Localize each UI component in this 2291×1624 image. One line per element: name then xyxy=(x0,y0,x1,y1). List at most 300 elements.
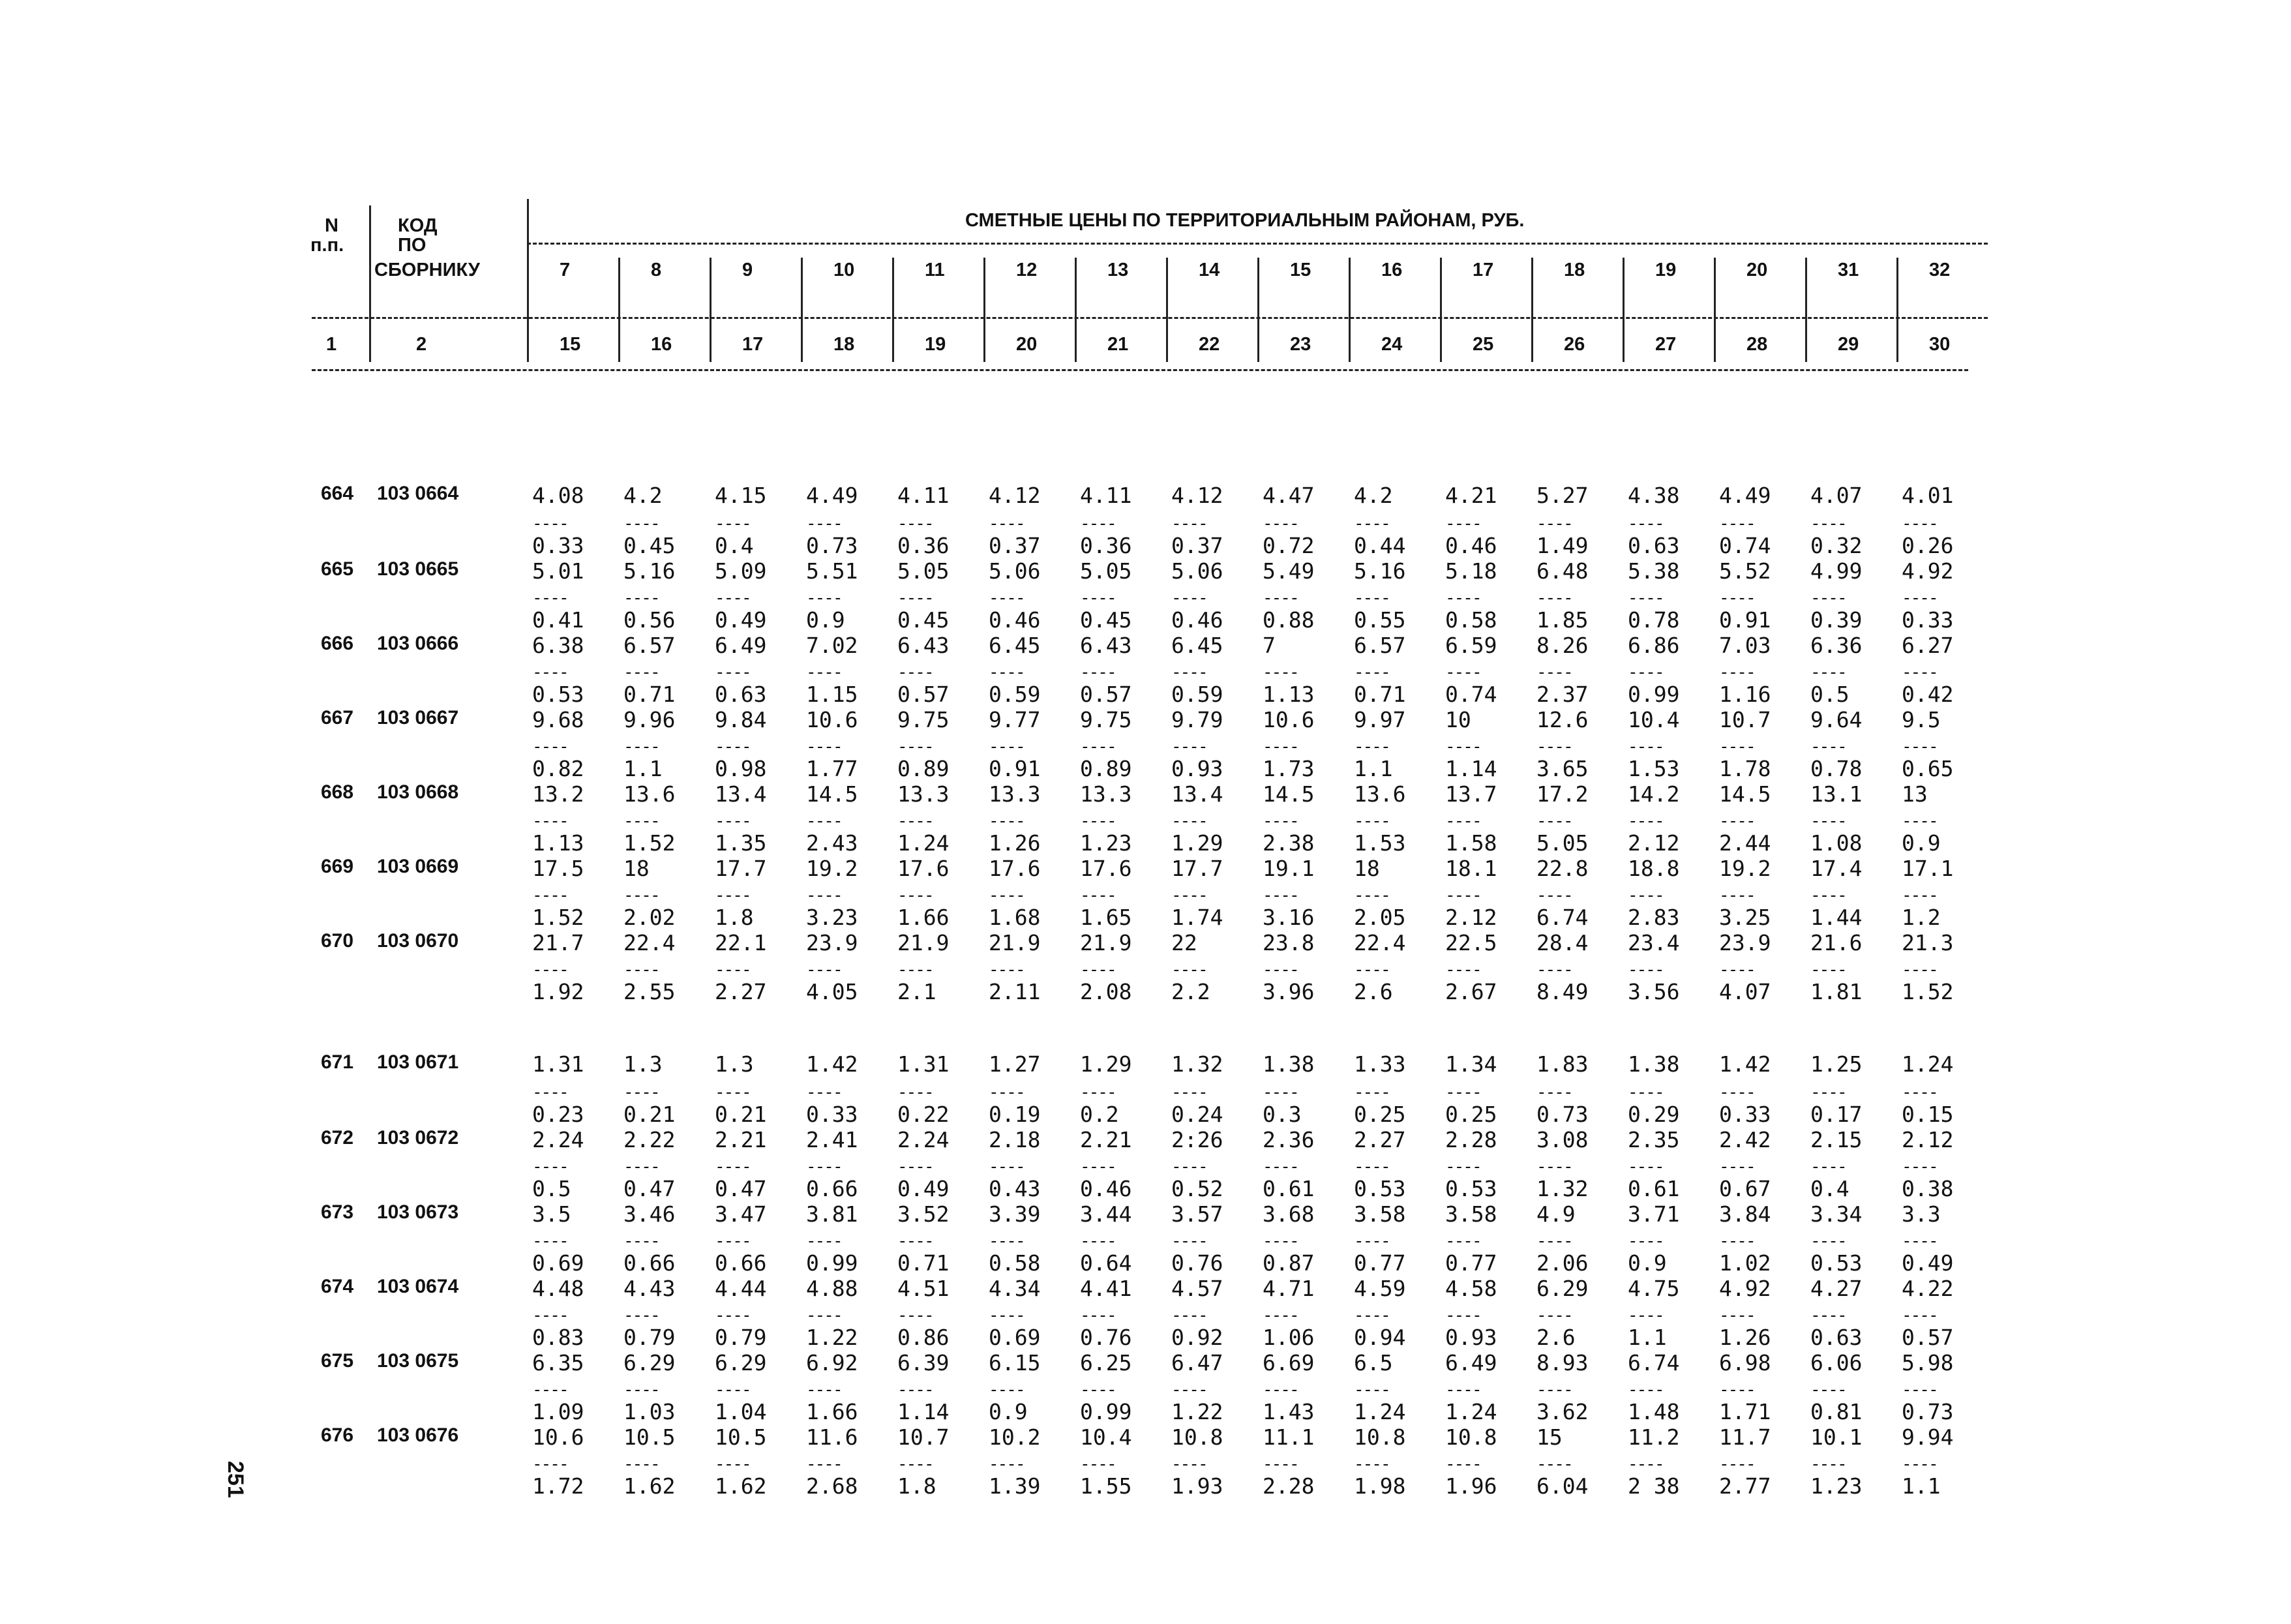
fraction-bar: ---- xyxy=(1719,1454,1755,1474)
price-cell: 10.4 xyxy=(1080,1424,1132,1450)
price-cell: 1.32 xyxy=(1536,1176,1589,1201)
price-cell: 6.49 xyxy=(715,633,767,658)
fraction-bar: ---- xyxy=(1445,514,1481,534)
price-cell: 0.36 xyxy=(1080,533,1132,558)
price-cell: 1.24 xyxy=(1354,1399,1406,1424)
price-cell: 2.55 xyxy=(623,979,676,1004)
price-cell: 1.24 xyxy=(1445,1399,1497,1424)
price-cell: 1.52 xyxy=(1902,979,1954,1004)
price-cell: 21.9 xyxy=(897,930,950,955)
fraction-bar: ---- xyxy=(989,663,1025,682)
fraction-bar: ---- xyxy=(897,1231,933,1251)
price-cell: 7.03 xyxy=(1719,633,1771,658)
price-cell: 4.01 xyxy=(1902,483,1954,508)
price-cell: 9.94 xyxy=(1902,1424,1954,1450)
price-cell: 3.46 xyxy=(623,1201,676,1227)
price-cell: 13.4 xyxy=(1171,781,1223,807)
price-cell: 0.44 xyxy=(1354,533,1406,558)
fraction-bar: ---- xyxy=(1536,1083,1572,1102)
price-cell: 4.12 xyxy=(1171,483,1223,508)
price-cell: 10.6 xyxy=(806,707,858,732)
header-region-11: 11 xyxy=(925,260,945,280)
price-cell: 9.75 xyxy=(1080,707,1132,732)
fraction-bar: ---- xyxy=(1445,1454,1481,1474)
row-code: 103 0672 xyxy=(377,1127,459,1149)
price-cell: 0.25 xyxy=(1445,1102,1497,1127)
fraction-bar: ---- xyxy=(1354,514,1390,534)
price-cell: 10.8 xyxy=(1354,1424,1406,1450)
price-cell: 1.16 xyxy=(1719,682,1771,707)
price-cell: 10.2 xyxy=(989,1424,1041,1450)
header-region-8: 8 xyxy=(651,260,662,280)
fraction-bar: ---- xyxy=(1810,811,1846,831)
price-cell: 0.76 xyxy=(1171,1250,1223,1276)
price-cell: 0.78 xyxy=(1810,756,1863,781)
price-cell: 2.08 xyxy=(1080,979,1132,1004)
price-cell: 17.7 xyxy=(715,856,767,881)
row-number: 664 xyxy=(321,483,354,504)
fraction-bar: ---- xyxy=(989,737,1025,757)
price-cell: 0.79 xyxy=(715,1325,767,1350)
price-cell: 0.47 xyxy=(623,1176,676,1201)
price-cell: 0.91 xyxy=(989,756,1041,781)
fraction-bar: ---- xyxy=(1628,663,1664,682)
price-cell: 0.74 xyxy=(1445,682,1497,707)
header-colnum: 16 xyxy=(651,334,672,355)
price-cell: 0.47 xyxy=(715,1176,767,1201)
price-cell: 10.6 xyxy=(532,1424,584,1450)
fraction-bar: ---- xyxy=(1354,1454,1390,1474)
price-cell: 0.2 xyxy=(1080,1102,1119,1127)
price-cell: 14.2 xyxy=(1628,781,1680,807)
fraction-bar: ---- xyxy=(1810,1083,1846,1102)
price-cell: 1.2 xyxy=(1902,905,1941,930)
header-region-31: 31 xyxy=(1838,260,1859,280)
fraction-bar: ---- xyxy=(1719,960,1755,980)
price-cell: 1.34 xyxy=(1445,1051,1497,1077)
price-cell: 1.71 xyxy=(1719,1399,1771,1424)
price-cell: 0.36 xyxy=(897,533,950,558)
price-cell: 6.45 xyxy=(1171,633,1223,658)
price-cell: 22.4 xyxy=(1354,930,1406,955)
fraction-bar: ---- xyxy=(1445,588,1481,608)
header-colnum: 30 xyxy=(1929,334,1951,355)
fraction-bar: ---- xyxy=(1171,1306,1207,1325)
fraction-bar: ---- xyxy=(1628,737,1664,757)
fraction-bar: ---- xyxy=(532,588,568,608)
header-colnum: 29 xyxy=(1838,334,1859,355)
price-cell: 13.4 xyxy=(715,781,767,807)
price-cell: 15 xyxy=(1536,1424,1563,1450)
price-cell: 0.58 xyxy=(989,1250,1041,1276)
price-cell: 2.11 xyxy=(989,979,1041,1004)
row-code: 103 0667 xyxy=(377,707,459,729)
price-cell: 0.57 xyxy=(897,682,950,707)
header-divider-col xyxy=(1075,258,1077,362)
price-cell: 22.5 xyxy=(1445,930,1497,955)
fraction-bar: ---- xyxy=(1810,737,1846,757)
price-cell: 13.3 xyxy=(989,781,1041,807)
price-cell: 1.1 xyxy=(623,756,663,781)
price-cell: 13.6 xyxy=(623,781,676,807)
price-cell: 6.48 xyxy=(1536,558,1589,584)
price-cell: 0.5 xyxy=(532,1176,571,1201)
price-cell: 6.98 xyxy=(1719,1350,1771,1376)
price-cell: 1.81 xyxy=(1810,979,1863,1004)
price-cell: 0.46 xyxy=(989,607,1041,633)
price-cell: 0.17 xyxy=(1810,1102,1863,1127)
price-cell: 10.7 xyxy=(1719,707,1771,732)
price-cell: 5.18 xyxy=(1445,558,1497,584)
fraction-bar: ---- xyxy=(715,1231,751,1251)
price-cell: 4.11 xyxy=(897,483,950,508)
header-divider-col xyxy=(892,258,894,362)
price-cell: 0.73 xyxy=(1536,1102,1589,1127)
price-cell: 1.38 xyxy=(1263,1051,1315,1077)
header-po: ПО xyxy=(398,235,427,256)
fraction-bar: ---- xyxy=(1080,1454,1116,1474)
price-cell: 3.65 xyxy=(1536,756,1589,781)
price-cell: 1.29 xyxy=(1080,1051,1132,1077)
header-divider-col xyxy=(1440,258,1442,362)
price-cell: 1.52 xyxy=(623,830,676,856)
header-colnum: 25 xyxy=(1473,334,1494,355)
price-cell: 6.57 xyxy=(1354,633,1406,658)
fraction-bar: ---- xyxy=(897,514,933,534)
price-cell: 5.27 xyxy=(1536,483,1589,508)
price-cell: 10.7 xyxy=(897,1424,950,1450)
header-divider-col xyxy=(1166,258,1168,362)
price-cell: 3.08 xyxy=(1536,1127,1589,1152)
header-region-15: 15 xyxy=(1290,260,1311,280)
price-cell: 2.43 xyxy=(806,830,858,856)
price-cell: 4.08 xyxy=(532,483,584,508)
price-cell: 6.04 xyxy=(1536,1473,1589,1499)
header-colnum: 24 xyxy=(1381,334,1403,355)
row-number: 671 xyxy=(321,1051,354,1073)
price-cell: 6.49 xyxy=(1445,1350,1497,1376)
price-cell: 0.26 xyxy=(1902,533,1954,558)
fraction-bar: ---- xyxy=(989,588,1025,608)
fraction-bar: ---- xyxy=(715,886,751,905)
price-cell: 0.49 xyxy=(1902,1250,1954,1276)
price-cell: 12.6 xyxy=(1536,707,1589,732)
price-cell: 9.97 xyxy=(1354,707,1406,732)
fraction-bar: ---- xyxy=(806,1380,842,1400)
price-cell: 9.75 xyxy=(897,707,950,732)
fraction-bar: ---- xyxy=(806,1306,842,1325)
price-cell: 1.42 xyxy=(1719,1051,1771,1077)
price-cell: 2.6 xyxy=(1536,1325,1576,1350)
price-cell: 4.88 xyxy=(806,1276,858,1301)
fraction-bar: ---- xyxy=(623,514,659,534)
price-cell: 2.1 xyxy=(897,979,936,1004)
price-cell: 0.66 xyxy=(715,1250,767,1276)
fraction-bar: ---- xyxy=(623,1380,659,1400)
price-cell: 19.1 xyxy=(1263,856,1315,881)
price-cell: 0.99 xyxy=(806,1250,858,1276)
fraction-bar: ---- xyxy=(806,960,842,980)
price-cell: 0.81 xyxy=(1810,1399,1863,1424)
header-divider-col xyxy=(1805,258,1807,362)
header-rule-mid xyxy=(312,317,1988,319)
fraction-bar: ---- xyxy=(897,588,933,608)
fraction-bar: ---- xyxy=(1080,1157,1116,1177)
fraction-bar: ---- xyxy=(715,1380,751,1400)
price-cell: 5.06 xyxy=(1171,558,1223,584)
price-cell: 1.06 xyxy=(1263,1325,1315,1350)
fraction-bar: ---- xyxy=(1810,1231,1846,1251)
price-cell: 6.25 xyxy=(1080,1350,1132,1376)
price-cell: 4.07 xyxy=(1810,483,1863,508)
fraction-bar: ---- xyxy=(989,1231,1025,1251)
price-cell: 3.5 xyxy=(532,1201,571,1227)
price-cell: 6.57 xyxy=(623,633,676,658)
fraction-bar: ---- xyxy=(1445,1306,1481,1325)
fraction-bar: ---- xyxy=(715,1157,751,1177)
price-cell: 23.9 xyxy=(1719,930,1771,955)
fraction-bar: ---- xyxy=(1628,588,1664,608)
price-cell: 0.98 xyxy=(715,756,767,781)
price-cell: 6.43 xyxy=(1080,633,1132,658)
price-cell: 1.04 xyxy=(715,1399,767,1424)
price-cell: 0.87 xyxy=(1263,1250,1315,1276)
price-cell: 0.61 xyxy=(1628,1176,1680,1201)
fraction-bar: ---- xyxy=(1719,1083,1755,1102)
fraction-bar: ---- xyxy=(532,886,568,905)
header-pp: п.п. xyxy=(310,235,344,256)
fraction-bar: ---- xyxy=(1171,663,1207,682)
fraction-bar: ---- xyxy=(1080,588,1116,608)
price-cell: 0.33 xyxy=(1902,607,1954,633)
fraction-bar: ---- xyxy=(532,960,568,980)
price-cell: 1.65 xyxy=(1080,905,1132,930)
price-cell: 18.1 xyxy=(1445,856,1497,881)
price-cell: 10.1 xyxy=(1810,1424,1863,1450)
price-cell: 4.41 xyxy=(1080,1276,1132,1301)
fraction-bar: ---- xyxy=(1354,1157,1390,1177)
fraction-bar: ---- xyxy=(623,1231,659,1251)
price-cell: 4.38 xyxy=(1628,483,1680,508)
fraction-bar: ---- xyxy=(1902,588,1938,608)
fraction-bar: ---- xyxy=(1080,886,1116,905)
fraction-bar: ---- xyxy=(1628,1454,1664,1474)
fraction-bar: ---- xyxy=(623,663,659,682)
price-cell: 13.7 xyxy=(1445,781,1497,807)
price-cell: 0.56 xyxy=(623,607,676,633)
price-cell: 0.58 xyxy=(1445,607,1497,633)
price-cell: 1.1 xyxy=(1902,1473,1941,1499)
price-cell: 1.1 xyxy=(1628,1325,1667,1350)
price-cell: 13.6 xyxy=(1354,781,1406,807)
header-colnum: 28 xyxy=(1746,334,1768,355)
price-cell: 0.74 xyxy=(1719,533,1771,558)
price-cell: 13.3 xyxy=(897,781,950,807)
fraction-bar: ---- xyxy=(1171,737,1207,757)
fraction-bar: ---- xyxy=(1628,1083,1664,1102)
fraction-bar: ---- xyxy=(623,960,659,980)
price-cell: 1.77 xyxy=(806,756,858,781)
fraction-bar: ---- xyxy=(1536,1454,1572,1474)
fraction-bar: ---- xyxy=(623,1306,659,1325)
price-cell: 1.85 xyxy=(1536,607,1589,633)
price-cell: 5.16 xyxy=(1354,558,1406,584)
price-cell: 0.57 xyxy=(1902,1325,1954,1350)
header-colnum-2: 2 xyxy=(416,334,427,355)
price-cell: 2.41 xyxy=(806,1127,858,1152)
fraction-bar: ---- xyxy=(1263,1306,1298,1325)
fraction-bar: ---- xyxy=(1445,1157,1481,1177)
price-cell: 1.62 xyxy=(623,1473,676,1499)
price-cell: 0.93 xyxy=(1171,756,1223,781)
price-cell: 14.5 xyxy=(806,781,858,807)
price-cell: 0.9 xyxy=(1902,830,1941,856)
price-cell: 18 xyxy=(623,856,650,881)
price-cell: 0.83 xyxy=(532,1325,584,1350)
row-number: 672 xyxy=(321,1127,354,1149)
row-code: 103 0666 xyxy=(377,633,459,654)
fraction-bar: ---- xyxy=(897,960,933,980)
row-code: 103 0665 xyxy=(377,558,459,580)
price-cell: 0.21 xyxy=(715,1102,767,1127)
price-cell: 6.39 xyxy=(897,1350,950,1376)
fraction-bar: ---- xyxy=(806,1231,842,1251)
price-cell: 10 xyxy=(1445,707,1471,732)
price-cell: 2.42 xyxy=(1719,1127,1771,1152)
price-cell: 1.74 xyxy=(1171,905,1223,930)
fraction-bar: ---- xyxy=(1902,737,1938,757)
fraction-bar: ---- xyxy=(1536,1157,1572,1177)
fraction-bar: ---- xyxy=(806,886,842,905)
price-cell: 0.63 xyxy=(1810,1325,1863,1350)
price-cell: 18.8 xyxy=(1628,856,1680,881)
price-cell: 6.69 xyxy=(1263,1350,1315,1376)
row-code: 103 0674 xyxy=(377,1276,459,1297)
fraction-bar: ---- xyxy=(532,1306,568,1325)
fraction-bar: ---- xyxy=(1354,1380,1390,1400)
fraction-bar: ---- xyxy=(1719,886,1755,905)
header-region-16: 16 xyxy=(1381,260,1403,280)
price-cell: 0.39 xyxy=(1810,607,1863,633)
header-colnum: 21 xyxy=(1107,334,1129,355)
fraction-bar: ---- xyxy=(715,811,751,831)
header-divider-col xyxy=(801,258,803,362)
price-cell: 2.27 xyxy=(1354,1127,1406,1152)
header-region-18: 18 xyxy=(1564,260,1585,280)
row-code: 103 0668 xyxy=(377,781,459,803)
price-cell: 1.33 xyxy=(1354,1051,1406,1077)
price-cell: 3.57 xyxy=(1171,1201,1223,1227)
header-region-19: 19 xyxy=(1655,260,1677,280)
price-cell: 0.73 xyxy=(806,533,858,558)
fraction-bar: ---- xyxy=(989,1083,1025,1102)
price-cell: 2.44 xyxy=(1719,830,1771,856)
price-cell: 1.27 xyxy=(989,1051,1041,1077)
fraction-bar: ---- xyxy=(1810,886,1846,905)
price-cell: 1.13 xyxy=(532,830,584,856)
price-cell: 2.18 xyxy=(989,1127,1041,1152)
price-cell: 0.78 xyxy=(1628,607,1680,633)
price-cell: 11.1 xyxy=(1263,1424,1315,1450)
fraction-bar: ---- xyxy=(1719,514,1755,534)
fraction-bar: ---- xyxy=(1080,960,1116,980)
price-cell: 13.2 xyxy=(532,781,584,807)
price-cell: 6.59 xyxy=(1445,633,1497,658)
fraction-bar: ---- xyxy=(989,1157,1025,1177)
price-cell: 7.02 xyxy=(806,633,858,658)
price-cell: 4.43 xyxy=(623,1276,676,1301)
fraction-bar: ---- xyxy=(1263,663,1298,682)
price-cell: 0.82 xyxy=(532,756,584,781)
price-cell: 4.07 xyxy=(1719,979,1771,1004)
price-cell: 1.43 xyxy=(1263,1399,1315,1424)
price-cell: 4.49 xyxy=(1719,483,1771,508)
fraction-bar: ---- xyxy=(1354,1231,1390,1251)
price-cell: 9.96 xyxy=(623,707,676,732)
fraction-bar: ---- xyxy=(806,588,842,608)
price-cell: 1.14 xyxy=(1445,756,1497,781)
row-number: 676 xyxy=(321,1424,354,1446)
fraction-bar: ---- xyxy=(1354,886,1390,905)
fraction-bar: ---- xyxy=(897,811,933,831)
fraction-bar: ---- xyxy=(989,886,1025,905)
fraction-bar: ---- xyxy=(623,1083,659,1102)
fraction-bar: ---- xyxy=(715,960,751,980)
price-cell: 0.9 xyxy=(1628,1250,1667,1276)
price-cell: 1.48 xyxy=(1628,1399,1680,1424)
price-cell: 17.7 xyxy=(1171,856,1223,881)
header-colnum: 18 xyxy=(833,334,855,355)
price-cell: 0.94 xyxy=(1354,1325,1406,1350)
fraction-bar: ---- xyxy=(1536,811,1572,831)
fraction-bar: ---- xyxy=(1263,737,1298,757)
price-cell: 1.83 xyxy=(1536,1051,1589,1077)
price-cell: 0.53 xyxy=(532,682,584,707)
fraction-bar: ---- xyxy=(532,1083,568,1102)
header-divider-col xyxy=(710,258,711,362)
price-cell: 2.28 xyxy=(1445,1127,1497,1152)
price-cell: 1.73 xyxy=(1263,756,1315,781)
fraction-bar: ---- xyxy=(623,588,659,608)
fraction-bar: ---- xyxy=(623,811,659,831)
price-cell: 4.11 xyxy=(1080,483,1132,508)
price-cell: 6.74 xyxy=(1628,1350,1680,1376)
fraction-bar: ---- xyxy=(1171,1083,1207,1102)
fraction-bar: ---- xyxy=(1719,1306,1755,1325)
price-cell: 3.25 xyxy=(1719,905,1771,930)
price-cell: 3.47 xyxy=(715,1201,767,1227)
price-cell: 4.15 xyxy=(715,483,767,508)
fraction-bar: ---- xyxy=(1080,514,1116,534)
price-cell: 0.91 xyxy=(1719,607,1771,633)
price-cell: 1.8 xyxy=(715,905,754,930)
price-cell: 0.33 xyxy=(532,533,584,558)
fraction-bar: ---- xyxy=(1810,1380,1846,1400)
price-cell: 10.5 xyxy=(715,1424,767,1450)
price-cell: 0.46 xyxy=(1080,1176,1132,1201)
fraction-bar: ---- xyxy=(1263,514,1298,534)
price-cell: 1.31 xyxy=(532,1051,584,1077)
price-cell: 0.77 xyxy=(1445,1250,1497,1276)
header-divider-col xyxy=(618,258,620,362)
fraction-bar: ---- xyxy=(1445,886,1481,905)
header-colnum: 19 xyxy=(925,334,946,355)
price-cell: 17.5 xyxy=(532,856,584,881)
price-cell: 0.9 xyxy=(806,607,845,633)
fraction-bar: ---- xyxy=(1902,1380,1938,1400)
price-cell: 9.79 xyxy=(1171,707,1223,732)
fraction-bar: ---- xyxy=(897,663,933,682)
